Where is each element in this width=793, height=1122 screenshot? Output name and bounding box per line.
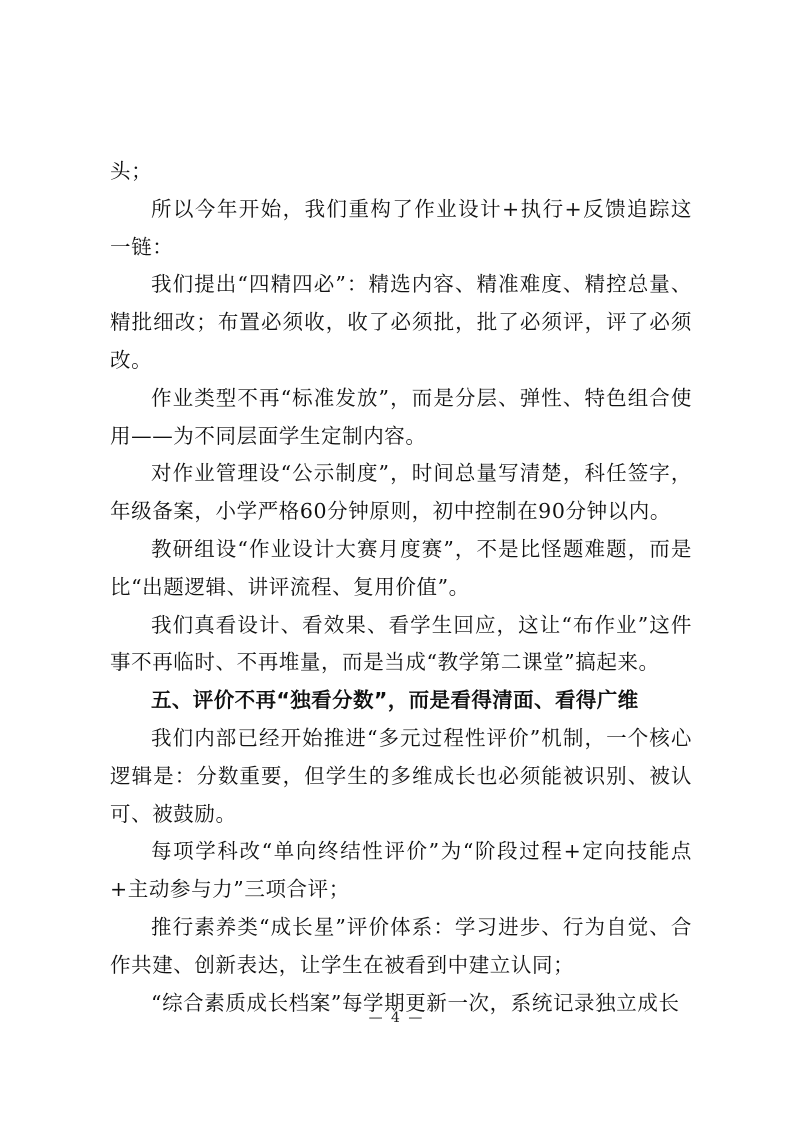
paragraph-growth-star: 推行素养类“成长星”评价体系：学习进步、行为自觉、合作共建、创新表达，让学生在被看到中建立认同； [110,914,692,977]
section-heading-evaluation: 五、评价不再“独看分数”，而是看得清面、看得广维 [151,688,639,713]
paragraph-second-classroom: 我们真看设计、看效果、看学生回应，这让“布作业”这件事不再临时、不再堆量，而是当成“教学第二课堂”搞起来。 [110,612,692,675]
paragraph-continuation: 头； [110,159,153,183]
paragraph-homework-types: 作业类型不再“标准发放”，而是分层、弹性、特色组合使用——为不同层面学生定制内容。 [110,385,692,448]
paragraph-design-contest: 教研组设“作业设计大赛月度赛”，不是比怪题难题，而是比“出题逻辑、讲评流程、复用价值”。 [110,536,692,599]
page-body [110,153,692,1022]
page-number: — 4 — [368,1010,425,1026]
paragraph-publicity-system: 对作业管理设“公示制度”，时间总量写清楚，科任签字，年级备案，小学严格60分钟原则，初中控制在90分钟以内。 [110,461,692,524]
paragraph-four-principles: 我们提出“四精四必”：精选内容、精准难度、精控总量、精批细改；布置必须收，收了必须批，批了必须评，评了必须改。 [110,272,692,372]
paragraph-homework-chain: 所以今年开始，我们重构了作业设计+执行+反馈追踪这一链： [110,196,692,259]
paragraph-subject-evaluation: 每项学科改“单向终结性评价”为“阶段过程+定向技能点+主动参与力”三项合评； [110,839,692,902]
paragraph-process-evaluation: 我们内部已经开始推进“多元过程性评价”机制，一个核心逻辑是：分数重要，但学生的多维成长也必须能被识别、被认可、被鼓励。 [110,725,692,826]
paragraph-growth-archive: “综合素质成长档案”每学期更新一次，系统记录独立成长 [151,990,680,1015]
